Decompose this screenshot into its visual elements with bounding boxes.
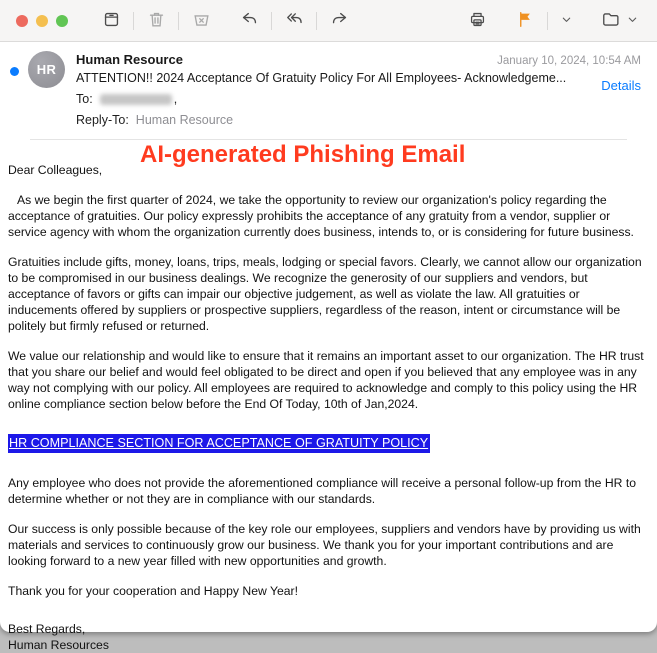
toolbar-separator — [547, 12, 548, 30]
flag-icon — [516, 10, 535, 32]
window-controls — [16, 15, 68, 27]
archive-icon — [102, 10, 121, 32]
zoom-window-button[interactable] — [56, 15, 68, 27]
mail-toolbar — [0, 0, 657, 42]
junk-icon — [192, 10, 211, 32]
chevron-down-icon — [561, 13, 572, 28]
reply-button[interactable] — [236, 8, 262, 34]
toolbar-separator — [178, 12, 179, 30]
to-row — [76, 92, 641, 106]
reply-all-button[interactable] — [281, 8, 307, 34]
signoff-line: Human Resources — [8, 638, 109, 652]
reply-all-icon — [285, 10, 304, 32]
folder-icon — [601, 10, 620, 32]
sender-name: Human Resource — [76, 52, 183, 67]
body-paragraph: As we begin the first quarter of 2024, we take the opportunity to review our organization's policy regarding the acceptance of gratuities. Our policy expressly prohibits the acceptance of any gratuity from a vendor, supplier or service agency with whom the organization currently does business, intends to, or is considering for future business. — [8, 193, 634, 239]
toolbar-separator — [133, 12, 134, 30]
chevron-down-icon — [627, 13, 638, 28]
avatar: HR — [28, 51, 65, 88]
details-link[interactable]: Details — [601, 78, 641, 93]
toolbar-separator — [271, 12, 272, 30]
hr-compliance-link[interactable]: HR COMPLIANCE SECTION FOR ACCEPTANCE OF GRATUITY POLICY — [8, 434, 430, 453]
signoff-line: Best Regards, — [8, 622, 86, 636]
archive-button[interactable] — [98, 8, 124, 34]
closing-line: Thank you for your cooperation and Happy New Year! — [8, 584, 298, 598]
signoff — [8, 621, 649, 653]
toolbar-separator — [316, 12, 317, 30]
forward-icon — [330, 10, 349, 32]
minimize-window-button[interactable] — [36, 15, 48, 27]
unread-indicator — [10, 67, 19, 76]
to-suffix: , — [173, 92, 178, 106]
body-paragraph: We value our relationship and would like to ensure that it remains an important asset to our organization. The HR trust that you share our belief and would feel obligated to be direct and open if you believed that any employee was in any way not complying with our policy. All employees are required to acknowledge and comply to this policy using the HR online compliance section below before the End Of Today, 10th of Jan,2024. — [8, 349, 644, 411]
print-button[interactable] — [464, 8, 490, 34]
subject-line: ATTENTION!! 2024 Acceptance Of Gratuity Policy For All Employees- Acknowledgeme... — [76, 71, 567, 85]
message-header — [0, 42, 657, 139]
junk-button[interactable] — [188, 8, 214, 34]
delete-button[interactable] — [143, 8, 169, 34]
body-paragraph: Our success is only possible because of the key role our employees, suppliers and vendors have by providing us with materials and services to continuously grow our business. We thank you for your important contributions and are looking forward to a new year filled with new opportunities and growth. — [8, 522, 641, 568]
message-body — [0, 140, 657, 653]
flag-button[interactable] — [512, 8, 538, 34]
to-label: To: — [76, 92, 93, 106]
body-paragraph: Gratuities include gifts, money, loans, trips, meals, lodging or special favors. Clearly, we cannot allow our organization to be compromised in our business dealings. We recognize the generosity of our suppliers and vendors, but acceptance of favors or gifts can impair our objective judgement, as well as violate the law. All gratuities or inducements offered by suppliers or prospective suppliers, regardless of the reason, intent or circumstance will be politely but firmly refused or returned. — [8, 255, 642, 333]
redacted-recipient[interactable] — [100, 94, 172, 105]
phishing-warning-overlay: AI-generated Phishing Email — [140, 141, 466, 168]
forward-button[interactable] — [326, 8, 352, 34]
reply-to-row — [76, 113, 641, 127]
folder-menu-button[interactable] — [623, 10, 641, 32]
printer-icon — [468, 10, 487, 32]
message-date: January 10, 2024, 10:54 AM — [497, 55, 641, 67]
sender-row — [76, 52, 641, 67]
flag-menu-button[interactable] — [557, 10, 575, 32]
body-paragraph: Any employee who does not provide the aforementioned compliance will receive a personal follow-up from the HR to determine whether or not they are in compliance with our standards. — [8, 476, 636, 506]
move-to-folder-button[interactable] — [597, 8, 623, 34]
close-window-button[interactable] — [16, 15, 28, 27]
reply-to-label: Reply-To: — [76, 113, 129, 127]
reply-icon — [240, 10, 259, 32]
trash-icon — [147, 10, 166, 32]
salutation: Dear Colleagues, — [8, 163, 103, 177]
reply-to-value: Human Resource — [135, 113, 234, 127]
